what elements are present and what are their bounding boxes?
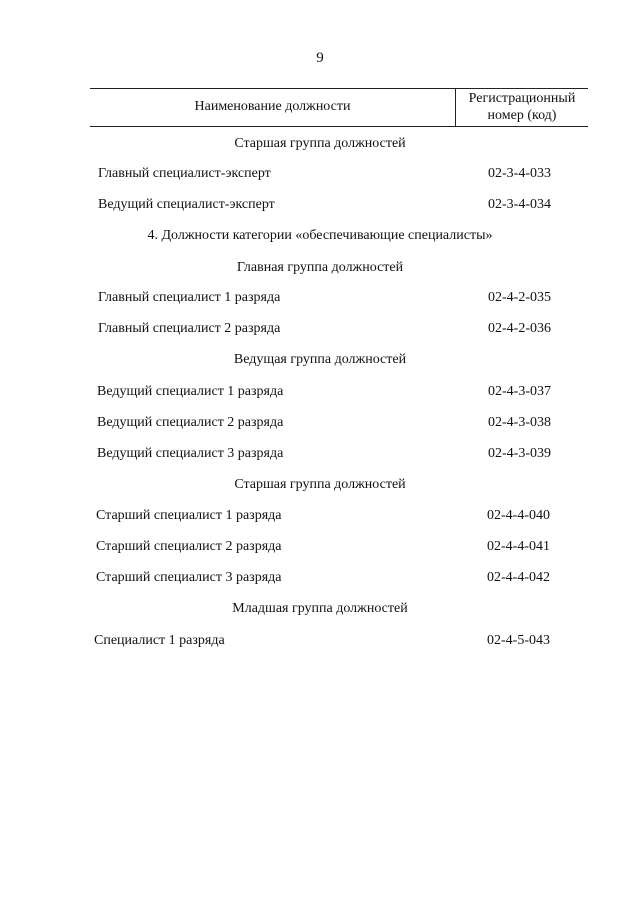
position-name: Ведущий специалист-эксперт (98, 197, 275, 212)
group-heading: Ведущая группа должностей (233, 352, 407, 367)
position-code: 02-4-4-041 (487, 539, 550, 554)
position-name: Главный специалист 2 разряда (98, 321, 281, 336)
group-heading: Младшая группа должностей (232, 601, 408, 616)
position-code: 02-4-3-038 (488, 415, 551, 430)
position-code: 02-3-4-034 (488, 197, 551, 212)
position-name: Ведущий специалист 1 разряда (97, 384, 284, 399)
header-code-line2: номер (код) (487, 108, 557, 123)
position-code: 02-3-4-033 (488, 166, 551, 181)
position-code: 02-4-2-036 (488, 321, 551, 336)
position-code: 02-4-4-042 (487, 570, 550, 585)
position-name: Старший специалист 2 разряда (96, 539, 282, 554)
position-name: Главный специалист-эксперт (98, 166, 271, 181)
position-name: Старший специалист 1 разряда (96, 508, 282, 523)
group-heading: Старшая группа должностей (234, 136, 406, 151)
category-heading: 4. Должности категории «обеспечивающие специалисты» (147, 228, 493, 243)
position-name: Специалист 1 разряда (94, 633, 225, 648)
position-name: Ведущий специалист 3 разряда (97, 446, 284, 461)
position-name: Главный специалист 1 разряда (98, 290, 281, 305)
position-name: Старший специалист 3 разряда (96, 570, 282, 585)
page-number: 9 (316, 50, 324, 66)
group-heading: Старшая группа должностей (234, 477, 406, 492)
header-code-line1: Регистрационный (468, 91, 576, 106)
position-code: 02-4-3-037 (488, 384, 551, 399)
position-code: 02-4-4-040 (487, 508, 550, 523)
position-name: Ведущий специалист 2 разряда (97, 415, 284, 430)
group-heading: Главная группа должностей (236, 260, 404, 275)
header-position-name: Наименование должности (194, 99, 351, 114)
position-code: 02-4-5-043 (487, 633, 550, 648)
position-code: 02-4-2-035 (488, 290, 551, 305)
position-code: 02-4-3-039 (488, 446, 551, 461)
